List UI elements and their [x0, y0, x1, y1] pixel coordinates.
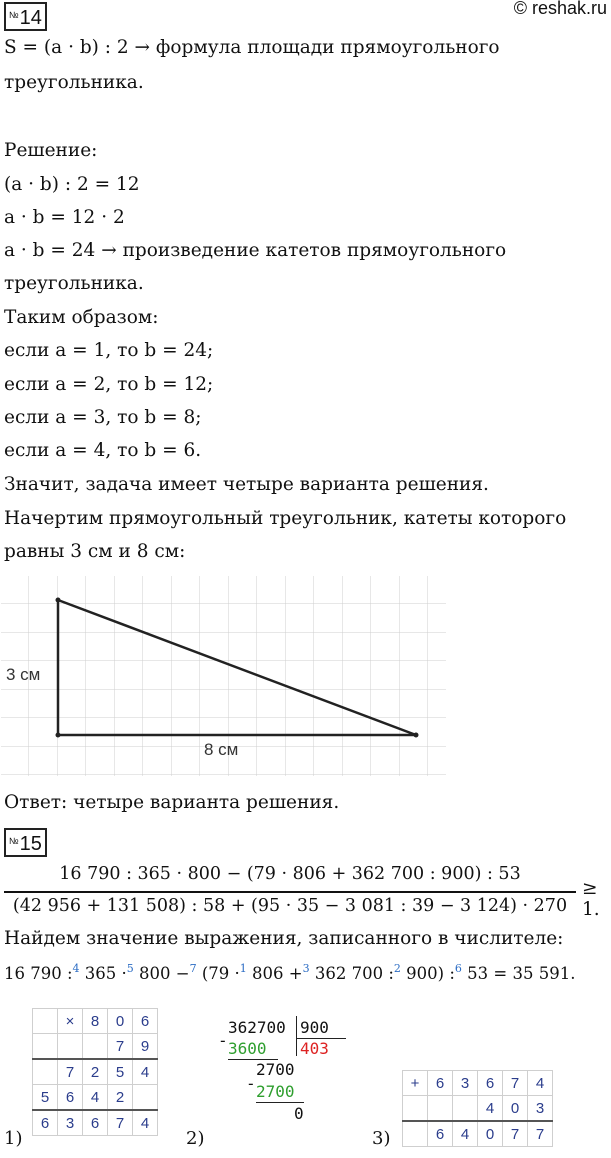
label-3: 3): [372, 1128, 391, 1149]
find-line: Найдем значение выражения, записанного в числителе:: [4, 928, 564, 949]
formula-line: S = (a · b) : 2 → формула площади прямоугольного: [4, 37, 500, 58]
minus-1: -: [218, 1031, 228, 1050]
order-expression: 16 790 :$^4$ 365 ·$^5$ 800 −$^7$ (79 ·$^1$ 806 +$^3$ 362 700 :$^2$ 900) :$^6$ 53 = 35 591.: [4, 962, 576, 983]
multiplication-grid: [32, 1008, 158, 1136]
fraction-numerator: 16 790 : 365 · 800 − (79 · 806 + 362 700 : 900) : 53: [59, 864, 521, 884]
case-3: если a = 3, то b = 8;: [4, 407, 202, 428]
remainder-1: 2700: [256, 1060, 295, 1079]
leg-b-label: 8 см: [204, 740, 239, 759]
step-1: (a · b) : 2 = 12: [4, 174, 140, 195]
mult-row-5: 6 3 6 7 4: [33, 1110, 158, 1136]
step-2: a · b = 12 · 2: [4, 207, 125, 228]
step-3-cont: треугольника.: [4, 273, 144, 294]
sub-line-2: [256, 1102, 304, 1103]
case-2: если a = 2, то b = 12;: [4, 374, 214, 395]
step-3: a · b = 24 → произведение катетов прямоугольного: [4, 240, 507, 261]
task-number-14: №14: [4, 2, 47, 31]
subtrahend-2: 2700: [256, 1082, 295, 1101]
task-number-15: №15: [4, 828, 47, 857]
draw-line-1: Начертим прямоугольный треугольник, катеты которого: [4, 508, 567, 529]
minus-2: -: [246, 1074, 256, 1093]
leg-a-label: 3 см: [6, 665, 41, 684]
draw-line-2: равны 3 см и 8 см:: [4, 541, 186, 562]
fraction-bar: [4, 891, 576, 893]
label-2: 2): [186, 1128, 205, 1149]
add-row-1: + 6 3 6 7 4: [403, 1071, 553, 1096]
thus-line: Таким образом:: [4, 307, 159, 328]
formula-line-cont: треугольника.: [4, 72, 144, 93]
dividend: 362700: [228, 1018, 286, 1037]
quotient: 403: [300, 1039, 329, 1058]
fraction-denominator: (42 956 + 131 508) : 58 + (95 · 35 − 3 081 : 39 − 3 124) · 270: [12, 896, 568, 916]
vertex-end: [414, 733, 419, 738]
case-4: если a = 4, то b = 6.: [4, 440, 202, 461]
mult-row-2: 7 9: [33, 1034, 158, 1060]
mult-row-4: 5 6 4 2: [33, 1085, 158, 1111]
case-1: если a = 1, то b = 24;: [4, 340, 214, 361]
add-row-3: 6 4 0 7 7: [403, 1121, 553, 1147]
remainder-2: 0: [294, 1104, 304, 1123]
subtrahend-1: 3600: [228, 1039, 267, 1058]
division-vline: [296, 1016, 297, 1056]
add-row-2: 4 0 3: [403, 1096, 553, 1122]
conclusion-line: Значит, задача имеет четыре варианта решения.: [4, 474, 489, 495]
long-division: [218, 1018, 348, 1158]
vertex-top: [56, 598, 61, 603]
inequality-sign: ≥ 1.: [582, 878, 600, 920]
site-label: © reshak.ru: [513, 0, 607, 18]
triangle-diagram: [0, 575, 450, 780]
divisor: 900: [300, 1018, 329, 1037]
vertex-right-angle: [56, 733, 61, 738]
answer-line: Ответ: четыре варианта решения.: [4, 792, 340, 813]
solution-heading: Решение:: [4, 140, 98, 161]
mult-row-3: 7 2 5 4: [33, 1059, 158, 1085]
addition-grid: [402, 1070, 553, 1147]
mult-row-1: × 8 0 6: [33, 1009, 158, 1034]
label-1: 1): [4, 1128, 23, 1149]
